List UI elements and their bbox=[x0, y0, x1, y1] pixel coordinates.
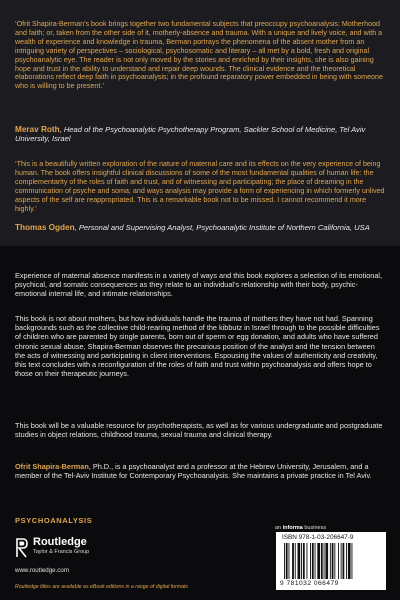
barcode-icon bbox=[284, 543, 378, 579]
subject-category: PSYCHOANALYSIS bbox=[15, 516, 93, 525]
publisher-name: Routledge bbox=[33, 536, 87, 548]
endorser-name-2: Thomas Ogden bbox=[15, 223, 75, 232]
informa-brand: informa bbox=[282, 525, 303, 531]
endorsement-quote-1: ‘Ofrit Shapira-Berman’s book brings together two fundamental subjects that preoccupy psychoanalysis: Motherhood and faith; or, taken from the other side of it, motherly-absence and trauma. With a unique and lively voice, and with a wealth of experience and knowledge in trauma, Berman portrays the phenomena of the absent mother from an intriguing variety of perspectives – sociological, psychosomatic and literary – all met by a bold, fresh and original psychoanalytic eye. The reader is not only moved by the stories and enriched by their insights, she is also gaining hope and trust in the ability to understand and repair deep wounds. The clinical evidence and the theoretical elaborations reflect deep faith in psychoanalysis; in the profound reparatory power embedded in being with someone who is willing to be present.’ bbox=[15, 20, 383, 91]
informa-tagline bbox=[275, 525, 326, 531]
informa-suffix: business bbox=[302, 525, 327, 531]
endorser-role-1: , Head of the Psychoanalytic Psychotherapy Program, Sackler School of Medicine, Tel Aviv University, Israel bbox=[15, 125, 366, 144]
publisher-group: Taylor & Francis Group bbox=[33, 549, 90, 555]
blurb-paragraph-3: This book will be a valuable resource for psychotherapists, as well as for various undergraduate and postgraduate studies in object relations, childhood trauma, sexual trauma and clinical therapy. bbox=[15, 421, 383, 440]
publisher-website: www.routledge.com bbox=[15, 567, 69, 574]
author-name: Ofrit Shapira-Berman bbox=[15, 462, 89, 471]
endorser-role-2: , Personal and Supervising Analyst, Psychoanalytic Institute of Northern California, USA bbox=[74, 223, 370, 232]
author-bio bbox=[15, 462, 385, 480]
ebook-footnote: Routledge titles are available as eBook editions in a range of digital formats bbox=[15, 584, 189, 590]
endorsement-quote-2: ‘This is a beautifully written exploration of the nature of maternal care and its effects on the very experience of being human. The book offers insightful clinical discussions of some of the most fundamental qualities of human life: the complementarity of the roles of faith and trust, and of witnessing and participating; the place of dreaming in the communication of psyche and soma; and ways analysis may provide a form of experiencing in which formerly unlived aspects of the self are reappropriated. This is a remarkable book not to be missed. I cannot recommend it more highly.’ bbox=[15, 160, 385, 213]
barcode-number: 9 781032 066479 bbox=[280, 580, 339, 587]
endorsement-attribution-1 bbox=[15, 125, 385, 144]
isbn-label: ISBN 978-1-03-206647-9 bbox=[282, 534, 354, 541]
blurb-paragraph-1: Experience of maternal absence manifests in a variety of ways and this book explores a selection of its emotional, psychical, and somatic consequences as they relate to an individual’s relationship with their body, psychic-emotional internal life, and intimate relationships. bbox=[15, 271, 383, 299]
isbn-barcode-panel bbox=[276, 532, 386, 590]
routledge-r-icon bbox=[15, 536, 29, 558]
endorsement-attribution-2 bbox=[15, 223, 385, 232]
endorser-name-1: Merav Roth bbox=[15, 125, 60, 134]
blurb-paragraph-2: This book is not about mothers, but how individuals handle the trauma of mothers they have not had. Spanning backgrounds such as the collective child-rearing method of the kibbutz in Israel through to the possible difficulties of children who are parented by single parents, born out of sperm or egg donation, and adults who have suffered chronic sexual abuse, Shapira-Berman observes the precarious position of the analyst and the tension between the acts of witnessing and participating in client interventions. Espousing the values of authenticity and creativity, this text concludes with a reconfiguration of the roles of faith and trust within psychoanalysis and offers hope to those on their therapeutic journeys. bbox=[15, 314, 380, 379]
author-bio-text: , Ph.D., is a psychoanalyst and a professor at the Hebrew University, Jerusalem, and a member of the Tel-Aviv Institute for Contemporary Psychoanalysis. She maintains a private practice in Tel Aviv. bbox=[15, 462, 372, 481]
informa-prefix: an bbox=[275, 525, 283, 531]
